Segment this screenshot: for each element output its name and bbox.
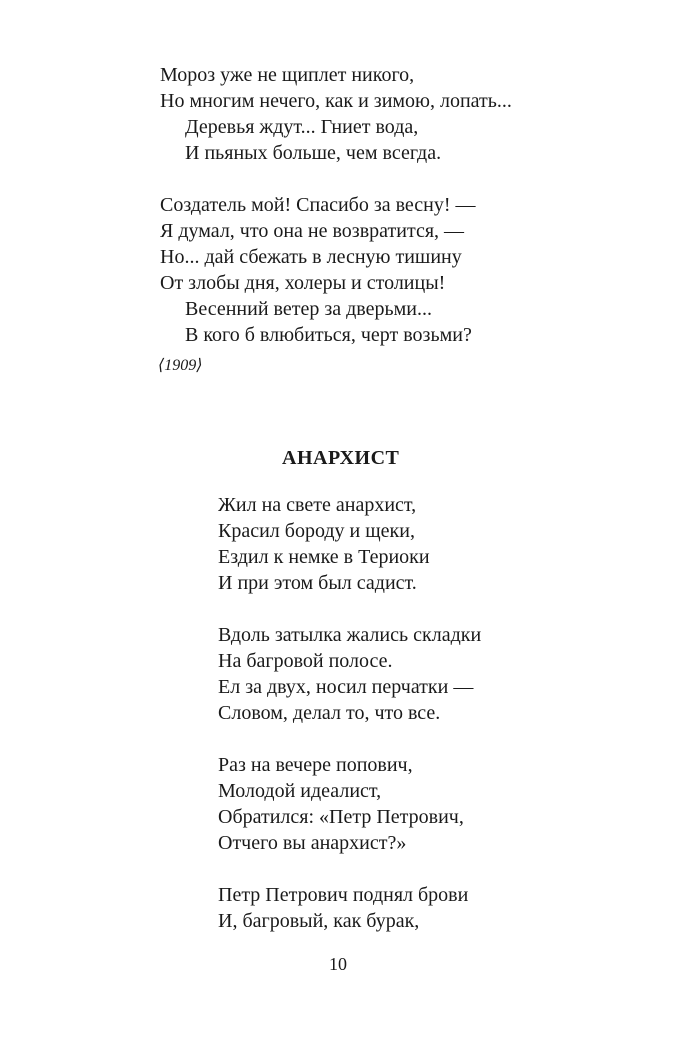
poem2-stanza3-line2: Молодой идеалист,	[218, 780, 382, 802]
poem2-stanza3-line4: Отчего вы анархист?»	[218, 832, 407, 854]
poem2-stanza2-line4: Словом, делал то, что все.	[218, 702, 441, 724]
poem2-stanza2-line2: На багровой полосе.	[218, 650, 393, 672]
poem2-stanza2-line1: Вдоль затылка жались складки	[218, 624, 482, 646]
poem2-stanza4-line1: Петр Петрович поднял брови	[218, 884, 469, 906]
poem1-stanza2-line2: Я думал, что она не возвратится, —	[160, 220, 465, 242]
poem1-stanza2-line6: В кого б влюбиться, черт возьми?	[185, 324, 472, 346]
poem1-stanza2-line1: Создатель мой! Спасибо за весну! —	[160, 194, 476, 216]
poem1-stanza1-line2: Но многим нечего, как и зимою, лопать...	[160, 90, 512, 112]
poem2-stanza4-line2: И, багровый, как бурак,	[218, 910, 420, 932]
poem2-stanza3-line3: Обратился: «Петр Петрович,	[218, 806, 464, 828]
poem2-stanza2-line3: Ел за двух, носил перчатки —	[218, 676, 474, 698]
poem2-title: АНАРХИСТ	[282, 447, 400, 469]
poem2-stanza1-line1: Жил на свете анархист,	[218, 494, 417, 516]
page-number: 10	[329, 954, 347, 974]
poem1-stanza1-line4: И пьяных больше, чем всегда.	[185, 142, 442, 164]
poem2-stanza1-line4: И при этом был садист.	[218, 572, 417, 594]
poem2-stanza1-line2: Красил бороду и щеки,	[218, 520, 415, 542]
poem1-stanza2-line3: Но... дай сбежать в лесную тишину	[160, 246, 462, 268]
poem2-stanza3-line1: Раз на вечере попович,	[218, 754, 413, 776]
poem1-stanza1-line1: Мороз уже не щиплет никого,	[160, 64, 415, 86]
poem1-stanza1-line3: Деревья ждут... Гниет вода,	[185, 116, 419, 138]
poem1-stanza2-line4: От злобы дня, холеры и столицы!	[160, 272, 446, 294]
poem1-stanza2-line5: Весенний ветер за дверьми...	[185, 298, 432, 320]
poem1-date: ⟨1909⟩	[158, 357, 203, 374]
poem2-stanza1-line3: Ездил к немке в Териоки	[218, 546, 430, 568]
